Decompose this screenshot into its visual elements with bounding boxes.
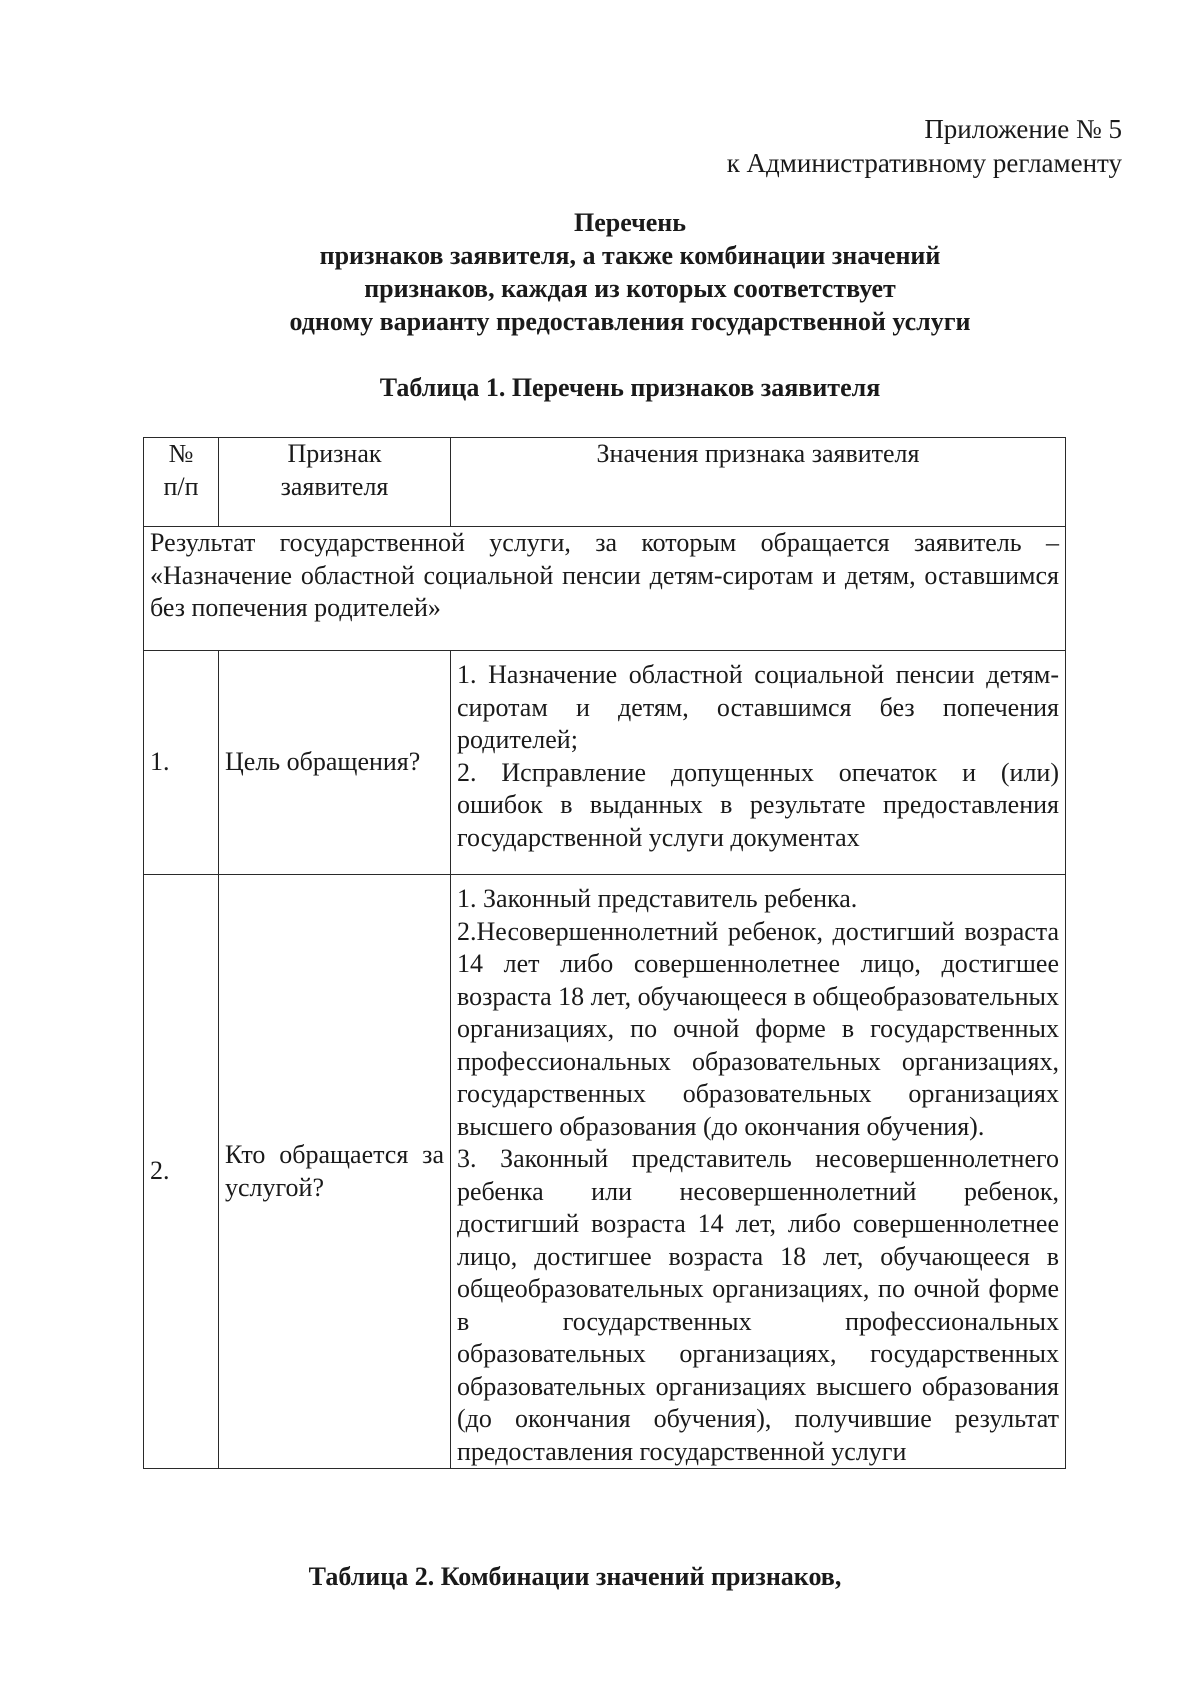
value-item: 2.Несовершеннолетний ребенок, достигший возраста 14 лет либо совершеннолетнее лицо, достигшее возраста 18 лет, обучающееся в общеобразовательных организациях, по очной форме в государственных профессиональных образовательных организациях, государственных образовательных организациях высшего образования (до окончания обучения). [457,916,1059,1141]
value-item: 1. Назначение областной социальной пенсии детям-сиротам и детям, оставшимся без попечения родителей; [457,660,1059,754]
table1-title: Таблица 1. Перечень признаков заявителя [379,373,881,402]
value-item: 2. Исправление допущенных опечаток и (или) ошибок в выданных в результате предоставления государственной услуги документах [457,757,1059,852]
result-description: Результат государственной услуги, за которым обращается заявитель – «Назначение областной социальной пенсии детям-сиротам и детям, оставшимся без попечения родителей» [144,527,1066,651]
value-item: 3. Законный представитель несовершеннолетнего ребенка или несовершеннолетний ребенок, достигший возраста 14 лет, либо совершеннолетнее лицо, достигшее возраста 18 лет, обучающееся в общеобразовательных организациях, по очной форме в государственных профессиональных образовательных организациях, государственных образовательных организациях высшего образования (до окончания обучения), получившие результат предоставления государственной услуги [457,1144,1059,1466]
row-num: 2. [144,875,219,1469]
header-sign [219,438,451,527]
heading-line-2: признаков заявителя, а также комбинации значений [319,241,941,270]
header-num [144,438,219,527]
appendix-label [727,112,1122,180]
result-span-row [144,527,1066,651]
table2-title: Таблица 2. Комбинации значений признаков, [308,1562,842,1591]
applicant-signs-table [143,437,1066,1469]
document-heading [0,206,1200,338]
table-row [144,651,1066,875]
header-sign-line2: заявителя [280,471,389,501]
heading-line-3: признаков, каждая из которых соответствует [364,274,896,303]
value-item: 1. Законный представитель ребенка. [457,884,858,913]
appendix-number: Приложение № 5 [924,114,1122,144]
header-num-line2: п/п [163,471,199,501]
table-header-row [144,438,1066,527]
table-row [144,875,1066,1469]
header-values: Значения признака заявителя [451,438,1066,527]
row-values [451,875,1066,1469]
heading-line-1: Перечень [573,208,687,237]
row-sign: Кто обращается за услугой? [219,875,451,1469]
heading-line-4: одному варианту предоставления государственной услуги [289,307,971,336]
appendix-reference: к Административному регламенту [726,148,1122,178]
row-values [451,651,1066,875]
header-sign-line1: Признак [287,439,382,468]
row-num: 1. [144,651,219,875]
row-sign: Цель обращения? [219,651,451,875]
header-num-line1: № [168,439,194,468]
